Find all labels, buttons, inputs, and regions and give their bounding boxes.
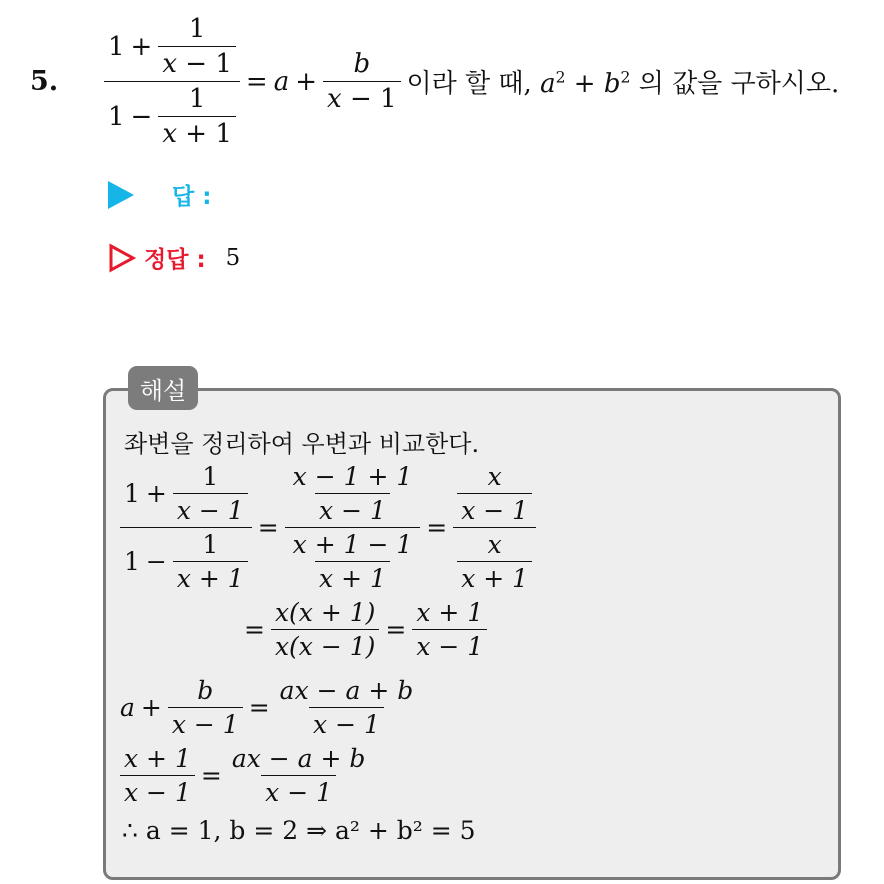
- complex-fraction-denominator: [104, 81, 240, 149]
- solution-step-3: a + $\frac{b}{x - 1}$ = $\frac{ax - a + b}{x - 1}$: [120, 676, 417, 739]
- step1-complex-fraction: 1 + $\frac{1}{x - 1}$ 1 − $\frac{1}{x + 1}$: [120, 462, 252, 593]
- solution-intro: 좌변을 정리하여 우변과 비교한다.: [124, 430, 480, 458]
- step1-equals-1: =: [257, 513, 279, 542]
- minus-sign: −: [130, 101, 153, 132]
- answer-row: [108, 178, 211, 211]
- play-filled-icon: [108, 181, 134, 209]
- step2-fraction-1: $\frac{x(x + 1)}{x(x - 1)}$: [271, 598, 379, 661]
- solution-step-1: [120, 462, 536, 593]
- inner-bottom-numerator: 1: [188, 84, 206, 114]
- correct-label: 정답 :: [144, 247, 206, 273]
- equals-sign: =: [245, 66, 268, 97]
- complex-fraction-numerator: [104, 14, 240, 81]
- step1-equals-2: =: [426, 513, 448, 542]
- tail-text: 의 값을 구하시오.: [638, 69, 840, 99]
- inner-bottom-denominator: x + 1: [158, 116, 236, 149]
- question-text: 이라 할 때,: [406, 69, 532, 99]
- inner-fraction-top: [158, 14, 236, 79]
- inner-fraction-bottom: [158, 84, 236, 149]
- inner-top-numerator: 1: [188, 14, 206, 44]
- b-squared: $b^2$: [603, 68, 631, 99]
- solution-conclusion: ∴ a = 1, b = 2 ⇒ a² + b² = 5: [122, 816, 476, 845]
- step4-fraction-2: $\frac{ax - a + b}{x - 1}$: [231, 744, 366, 807]
- denominator-one: 1: [108, 101, 125, 132]
- correct-value: 5: [225, 244, 241, 271]
- step1-right-fraction: $\frac{\frac{x}{x - 1}}{\frac{x}{x + 1}}$: [453, 462, 536, 593]
- play-outline-icon: [108, 243, 136, 273]
- numerator-one: 1: [108, 31, 125, 62]
- inner-top-denominator: x − 1: [158, 46, 236, 79]
- solution-tag: 해설: [128, 366, 198, 410]
- a-squared: $a^2$: [540, 68, 566, 99]
- correct-answer-row: [108, 241, 240, 274]
- problem-statement: [30, 14, 839, 149]
- rhs-denominator: x − 1: [323, 81, 401, 114]
- solution-step-2: = $\frac{x(x + 1)}{x(x - 1)}$ = $\frac{x + 1}{x - 1}$: [238, 598, 487, 661]
- rhs-numerator: b: [353, 49, 371, 79]
- plus-sign-rhs: +: [295, 66, 317, 97]
- step3-fraction-2: $\frac{ax - a + b}{x - 1}$: [279, 676, 414, 739]
- step3-fraction-1: $\frac{b}{x - 1}$: [168, 676, 243, 739]
- solution-step-4: $\frac{x + 1}{x - 1}$ = $\frac{ax - a + b}{x - 1}$: [120, 744, 369, 807]
- step1-middle-fraction: $\frac{\frac{x - 1 + 1}{x - 1}}{\frac{x + 1 - 1}{x + 1}}$: [285, 462, 421, 593]
- question-tail: 이라 할 때, $a^2 + b^2$ 의 값을 구하시오.: [406, 68, 840, 99]
- answer-label: 답 :: [172, 184, 212, 210]
- complex-fraction: [104, 14, 240, 149]
- question-number: 5.: [30, 66, 59, 97]
- step2-fraction-2: $\frac{x + 1}{x - 1}$: [412, 598, 487, 661]
- rhs-fraction: [323, 49, 401, 114]
- variable-a: a: [273, 66, 290, 97]
- step4-fraction-1: $\frac{x + 1}{x - 1}$: [120, 744, 195, 807]
- plus-sign: +: [130, 31, 153, 62]
